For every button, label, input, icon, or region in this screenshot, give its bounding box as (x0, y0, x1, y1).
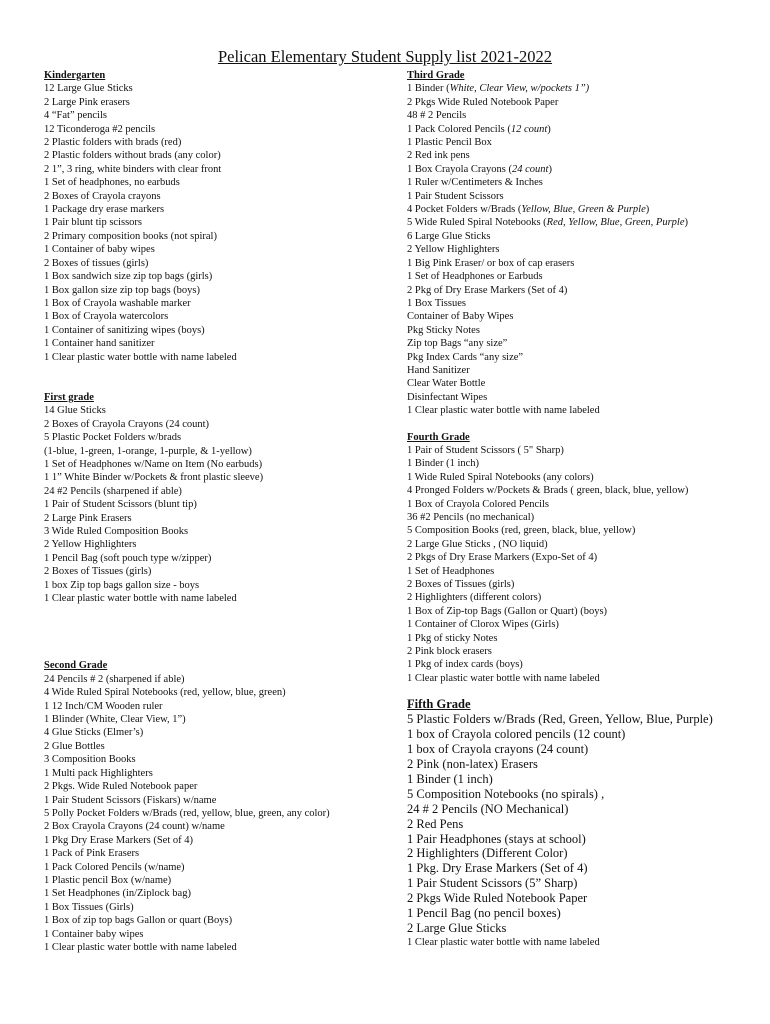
supply-item: 2 Yellow Highlighters (407, 244, 500, 256)
supply-item: (1-blue, 1-green, 1-orange, 1-purple, & 1-yellow) (44, 445, 252, 457)
supply-item: 2 Boxes of Tissues (girls) (44, 566, 152, 578)
supply-item: 4 Glue Sticks (Elmer’s) (44, 727, 144, 739)
supply-item: 1 Box Tissues (407, 297, 466, 309)
supply-item: 1 box Zip top bags gallon size - boys (44, 579, 200, 591)
third-grade-section (407, 69, 767, 418)
supply-item: 1 box of Crayola colored pencils (12 count) (407, 727, 626, 742)
supply-item: 24 Pencils # 2 (sharpened if able) (44, 673, 185, 685)
supply-item: 1 Box of Zip-top Bags (Gallon or Quart) (boys) (407, 605, 608, 617)
supply-item: 1 Binder (1 inch) (407, 458, 480, 470)
supply-item: 1 Box of Crayola watercolors (44, 311, 169, 323)
supply-item: 4 Pocket Folders w/Brads (Yellow, Blue, Green & Purple) (407, 204, 650, 216)
supply-item: 2 Highlighters (different colors) (407, 592, 542, 604)
supply-item: 1 box of Crayola crayons (24 count) (407, 742, 589, 757)
supply-list (407, 712, 767, 949)
supply-item: Zip top Bags “any size” (407, 338, 508, 350)
supply-item: 1 Plastic pencil Box (w/name) (44, 874, 172, 886)
section-heading: First grade (44, 391, 94, 403)
supply-item: Clear Water Bottle (407, 378, 486, 390)
supply-item: 1 Box sandwich size zip top bags (girls) (44, 271, 213, 283)
page-title: Pelican Elementary Student Supply list 2021-2022 (217, 47, 553, 66)
supply-item: 2 Boxes of Tissues (girls) (407, 579, 515, 591)
supply-item: 1 Pack of Pink Erasers (44, 848, 140, 860)
supply-item: 1 Pkg. Dry Erase Markers (Set of 4) (407, 861, 588, 876)
supply-item: 1 Pkg Dry Erase Markers (Set of 4) (44, 834, 194, 846)
supply-list (407, 444, 767, 685)
supply-item: 2 Red ink pens (407, 150, 470, 162)
supply-item: 2 Glue Bottles (44, 740, 105, 752)
section-heading: Kindergarten (44, 70, 106, 81)
supply-item: 2 Primary composition books (not spiral) (44, 230, 217, 242)
supply-item: 1 Box of Crayola washable marker (44, 297, 191, 309)
supply-item: 1 Blinder (White, Clear View, 1”) (44, 714, 186, 726)
supply-item: 1 Clear plastic water bottle with name labeled (407, 672, 600, 684)
supply-item: 1 Container of Clorox Wipes (Girls) (407, 619, 559, 631)
fifth-grade-section (407, 697, 767, 949)
supply-item: 2 Boxes of tissues (girls) (44, 257, 149, 269)
supply-item: 12 Ticonderoga #2 pencils (44, 123, 156, 135)
section-heading: Fifth Grade (407, 697, 471, 712)
supply-item: 6 Large Glue Sticks (407, 230, 491, 242)
supply-item: 1 Pkg of sticky Notes (407, 632, 498, 644)
supply-item: Disinfectant Wipes (407, 391, 488, 403)
supply-item: 1 Box Tissues (Girls) (44, 901, 134, 913)
supply-item: 1 Plastic Pencil Box (407, 137, 492, 149)
supply-item: 2 Large Pink Erasers (44, 512, 132, 524)
supply-item: 2 Pkgs of Dry Erase Markers (Expo-Set of 4) (407, 552, 598, 564)
supply-item: 1 Ruler w/Centimeters & Inches (407, 177, 543, 189)
supply-item: 14 Glue Sticks (44, 405, 106, 417)
supply-item: 1 Clear plastic water bottle with name labeled (407, 936, 600, 948)
supply-item: 2 Pkgs. Wide Ruled Notebook paper (44, 781, 198, 793)
supply-item: 1 Container of baby wipes (44, 244, 155, 256)
left-column (44, 69, 394, 954)
supply-item: 2 Pkgs Wide Ruled Notebook Paper (407, 891, 588, 906)
supply-item: 2 Boxes of Crayola Crayons (24 count) (44, 418, 210, 430)
supply-item: 1 Box of Crayola Colored Pencils (407, 498, 550, 510)
supply-item: 2 1”, 3 ring, white binders with clear front (44, 163, 222, 175)
supply-item: 1 Clear plastic water bottle with name labeled (44, 351, 237, 363)
supply-item: 2 Pkg of Dry Erase Markers (Set of 4) (407, 284, 568, 296)
supply-item: 2 Box Crayola Crayons (24 count) w/name (44, 821, 225, 833)
supply-item: 1 Clear plastic water bottle with name labeled (407, 405, 600, 417)
supply-item: 1 Set Headphones (in/Ziplock bag) (44, 888, 191, 900)
supply-item: 1 Box of zip top bags Gallon or quart (Boys) (44, 915, 233, 927)
supply-list (44, 673, 394, 955)
supply-item: 2 Pkgs Wide Ruled Notebook Paper (407, 96, 559, 108)
supply-item: 2 Large Glue Sticks , (NO liquid) (407, 538, 548, 550)
supply-item: 1 1” White Binder w/Pockets & front plastic sleeve) (44, 472, 264, 484)
supply-item: 1 Pencil Bag (soft pouch type w/zipper) (44, 552, 212, 564)
supply-item: 1 Clear plastic water bottle with name labeled (44, 941, 237, 953)
supply-item: 1 Pair Student Scissors (407, 190, 504, 202)
supply-list (44, 404, 394, 605)
supply-item: Hand Sanitizer (407, 364, 470, 376)
supply-item: Pkg Sticky Notes (407, 324, 480, 336)
supply-item: 5 Composition Books (red, green, black, blue, yellow) (407, 525, 636, 537)
supply-item: 1 Pack Colored Pencils (w/name) (44, 861, 185, 873)
supply-item: 1 Clear plastic water bottle with name labeled (44, 593, 237, 605)
supply-item: Pkg Index Cards “any size” (407, 351, 524, 363)
supply-item: 48 # 2 Pencils (407, 110, 467, 122)
supply-item: 1 Pkg of index cards (boys) (407, 659, 523, 671)
supply-item: 1 Container hand sanitizer (44, 338, 155, 350)
supply-item: 1 Multi pack Highlighters (44, 767, 153, 779)
supply-item: 1 Binder (1 inch) (407, 771, 493, 786)
supply-item: 24 #2 Pencils (sharpened if able) (44, 485, 182, 497)
supply-item: 1 Big Pink Eraser/ or box of cap erasers (407, 257, 575, 269)
supply-item: 1 Pair Student Scissors (5” Sharp) (407, 876, 578, 891)
supply-item: 1 Set of Headphones w/Name on Item (No earbuds) (44, 458, 263, 470)
supply-item: 2 Red Pens (407, 816, 464, 831)
supply-item: Container of Baby Wipes (407, 311, 514, 323)
supply-item: 1 Pair Headphones (stays at school) (407, 831, 586, 846)
supply-item: 4 Wide Ruled Spiral Notebooks (red, yellow, blue, green) (44, 687, 286, 699)
supply-item: 1 Binder (White, Clear View, w/pockets 1”) (407, 83, 590, 95)
supply-item: 3 Composition Books (44, 754, 136, 766)
section-heading: Fourth Grade (407, 431, 470, 443)
supply-item: 3 Wide Ruled Composition Books (44, 526, 189, 537)
supply-item: 1 Set of Headphones (407, 565, 495, 577)
supply-item: 2 Plastic folders with brads (red) (44, 137, 182, 149)
supply-item: 5 Plastic Folders w/Brads (Red, Green, Yellow, Blue, Purple) (407, 712, 713, 727)
supply-item: 1 Box gallon size zip top bags (boys) (44, 284, 201, 296)
supply-item: 1 Pair blunt tip scissors (44, 217, 143, 229)
supply-item: 4 Pronged Folders w/Pockets & Brads ( green, black, blue, yellow) (407, 485, 689, 497)
fourth-grade-section (407, 431, 767, 686)
supply-item: 2 Boxes of Crayola crayons (44, 190, 161, 202)
supply-item: 2 Large Pink erasers (44, 96, 130, 108)
section-heading: Third Grade (407, 70, 465, 81)
supply-item: 1 Package dry erase markers (44, 204, 165, 216)
supply-item: 2 Pink block erasers (407, 646, 492, 658)
supply-item: 1 Pair Student Scissors (Fiskars) w/name (44, 794, 217, 806)
supply-item: 5 Wide Ruled Spiral Notebooks (Red, Yellow, Blue, Green, Purple) (407, 217, 689, 229)
supply-item: 2 Plastic folders without brads (any color) (44, 150, 221, 162)
supply-item: 1 Pair of Student Scissors ( 5" Sharp) (407, 444, 564, 456)
supply-item: 4 “Fat” pencils (44, 110, 107, 122)
supply-item: 1 Wide Ruled Spiral Notebooks (any colors) (407, 471, 594, 483)
supply-item: 2 Pink (non-latex) Erasers (407, 757, 538, 771)
supply-item: 1 Set of headphones, no earbuds (44, 177, 180, 189)
supply-item: 5 Plastic Pocket Folders w/brads (44, 432, 182, 444)
supply-item: 2 Yellow Highlighters (44, 539, 137, 551)
second-grade-section (44, 659, 394, 954)
supply-item: 1 Container baby wipes (44, 928, 144, 940)
supply-item: 5 Composition Notebooks (no spirals) , (407, 786, 605, 801)
supply-item: 1 Pencil Bag (no pencil boxes) (407, 906, 561, 921)
supply-item: 1 12 Inch/CM Wooden ruler (44, 700, 163, 712)
supply-item: 1 Pack Colored Pencils (12 count) (407, 123, 551, 135)
supply-item: 5 Polly Pocket Folders w/Brads (red, yellow, blue, green, any color) (44, 807, 330, 819)
kindergarten-section (44, 69, 394, 364)
supply-list (407, 82, 767, 417)
section-heading: Second Grade (44, 660, 108, 672)
first-grade-section (44, 391, 394, 606)
supply-item: 1 Set of Headphones or Earbuds (407, 271, 543, 283)
supply-item: 1 Box Crayola Crayons (24 count) (407, 163, 552, 175)
supply-item: 36 #2 Pencils (no mechanical) (407, 512, 535, 523)
supply-item: 2 Highlighters (Different Color) (407, 846, 568, 861)
supply-item: 12 Large Glue Sticks (44, 83, 133, 95)
right-column (407, 69, 767, 949)
supply-item: 2 Large Glue Sticks (407, 920, 507, 935)
supply-item: 1 Pair of Student Scissors (blunt tip) (44, 499, 197, 511)
supply-list (44, 82, 394, 364)
supply-item: 1 Container of sanitizing wipes (boys) (44, 324, 205, 336)
supply-item: 24 # 2 Pencils (NO Mechanical) (407, 801, 569, 816)
